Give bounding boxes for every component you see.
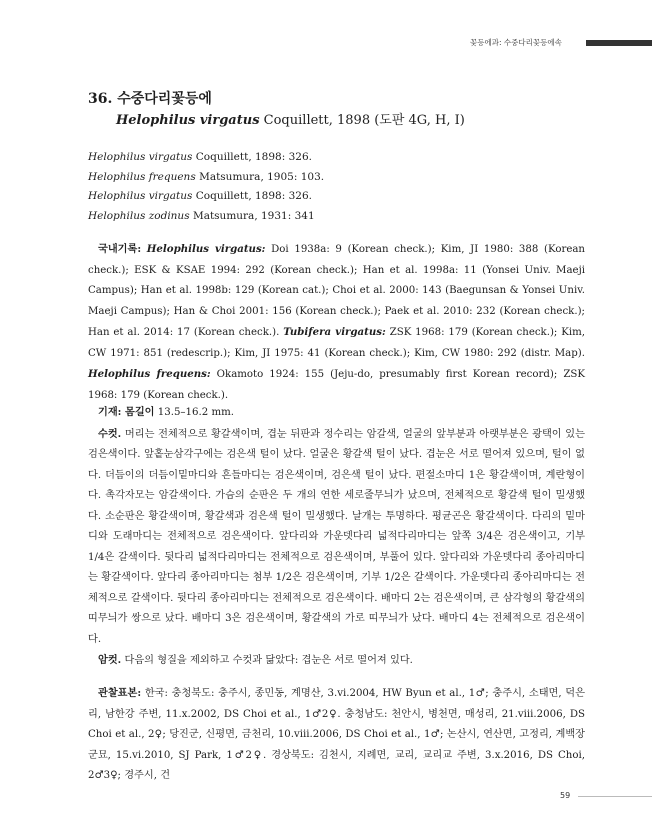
synonym-name: Helophilus zodinus [88, 209, 190, 222]
synonym-name: Helophilus frequens [88, 170, 196, 183]
male-description [88, 424, 585, 651]
footer-rule [578, 796, 652, 797]
size-line [88, 402, 585, 424]
species-scientific-name [116, 112, 588, 129]
species-title [88, 90, 588, 129]
header-bar [586, 40, 652, 46]
records-text-2: ZSK 1968: 179 (Korean check.); Kim, CW 1971: 851 (redescrip.); Kim, JI 1975: 41 (Korean check.); Kim, CW 1980: 292 (distr. Map). [88, 327, 586, 359]
records-taxon-3: Helophilus frequens: [88, 368, 211, 380]
records-text-1: Doi 1938a: 9 (Korean check.); Kim, JI 1980: 388 (Korean check.); ESK & KSAE 1994: 292 (Korean check.); Han et al. 1998a: 11 (Yonsei Univ. Maeji Campus); Han et al. 1998b: 129 (Korean cat.); Choi et al. 2000: 143 (Baegunsan & Yonsei Univ. Maeji Campus); Han & Choi 2001: 156 (Korean check.); Paek et al. 2010: 232 (Korean check.); Han et al. 2014: 17 (Korean check.). [88, 244, 585, 338]
female-label: 암컷. [98, 654, 122, 666]
synonym-name: Helophilus virgatus [88, 151, 193, 163]
size-value: 13.5–16.2 mm. [154, 407, 235, 418]
records-text-3: Okamoto 1924: 155 (Jeju-do, presumably first Korean record); ZSK 1968: 179 (Korean check.). [88, 369, 585, 401]
specimens-examined [88, 683, 585, 787]
running-title: 꽃등에과: 수중다리꽃등에속 [470, 38, 562, 47]
synonym-author: Matsumura, 1931: 341 [192, 209, 315, 222]
description [88, 402, 585, 672]
synonym-item [88, 207, 588, 227]
korean-records [88, 239, 585, 406]
male-text: 머리는 전체적으로 황갈색이며, 겹눈 뒤판과 정수리는 암갈색, 얼굴의 앞부분과 아랫부분은 광택이 있는 검은색이다. 앞홑눈삼각구에는 검은색 털이 났다. 얼굴은 황갈색 털이 났다. 겹눈은 서로 떨어져 있으며, 털이 없다. 더듬이의 더듬이밑마디와 흔들마디는 검은색이며, 검은색 털이 났다. 편절소마디 1은 황갈색이며, 계란형이다. 촉각자모는 암갈색이다. 가슴의 순판은 두 개의 연한 세로줄무늬가 났으며, 전체적으로 황갈색 털이 밀생했다. 소순판은 황갈색이며, 황갈색과 검은색 털이 밀생했다. 날개는 투명하다. 평균곤은 황갈색이다. 다리의 밑마디와 도래마디는 전체적으로 검은색이다. 앞다리와 가운뎃다리 넓적다리마디는 앞쪽 3/4은 검은색이고, 기부 1/4은 갈색이다. 뒷다리 넓적다리마디는 전체적으로 검은색이며, 부풀어 있다. 앞다리와 가운뎃다리 종아리마디는 황갈색이다. 앞다리 종아리마디는 첨부 1/2은 검은색이며, 기부 1/2은 갈색이다. 가운뎃다리 종아리마디는 전체적으로 갈색이다. 뒷다리 종아리마디는 전체적으로 검은색이다. 배마디 2는 검은색이며, 큰 삼각형의 황갈색의 띠무늬가 쌍으로 났다. 배마디 3은 검은색이며, 황갈색의 가로 띠무늬가 났다. 배마디 4는 전체적으로 검은색이다. [88, 428, 585, 645]
records-taxon-2: Tubifera virgatus: [283, 326, 386, 338]
synonym-item [88, 168, 588, 188]
running-header [470, 38, 652, 48]
synonym-list [88, 148, 588, 226]
synonym-author: Matsumura, 1905: 103. [199, 170, 325, 183]
synonym-name: Helophilus virgatus [88, 190, 193, 202]
synonym-item [88, 148, 588, 168]
synonym-author: Coquillett, 1898: 326. [195, 151, 312, 163]
sci-name: Helophilus virgatus [116, 113, 260, 128]
size-label: 기재: 몸길이 [98, 406, 155, 418]
synonym-item [88, 187, 588, 207]
sci-author: Coquillett, 1898 (도판 4G, H, I) [263, 113, 465, 128]
species-korean-name: 36. 수중다리꽃등에 [88, 91, 212, 107]
female-text: 다음의 형질을 제외하고 수컷과 닮았다: 겹눈은 서로 떨어져 있다. [121, 655, 413, 666]
specimens-text: 한국: 충청북도: 충주시, 종민동, 계명산, 3.vi.2004, HW Byun et al., 1♂; 충주시, 소태면, 덕은리, 남한강 주변, 11.x.2002, DS Choi et al., 1♂2♀. 충청남도: 천안시, 병천면, 매성리, 21.viii.2006, DS Choi et al., 2♀; 당진군, 신평면, 금천리, 10.viii.2006, DS Choi et al., 1♂; 논산시, 연산면, 고정리, 계백장군묘, 15.vi.2010, SJ Park, 1♂2♀. 경상북도: 김천시, 지례면, 교리, 교리교 주변, 3.x.2016, DS Choi, 2♂3♀; 경주시, 건 [88, 688, 585, 781]
records-label: 국내기록: [98, 243, 142, 255]
records-taxon-1: Helophilus virgatus: [146, 243, 266, 255]
synonym-author: Coquillett, 1898: 326. [195, 190, 312, 202]
specimens-label: 관찰표본: [98, 687, 142, 699]
page-number: 59 [560, 791, 571, 800]
male-label: 수컷. [98, 427, 122, 440]
female-description [88, 650, 585, 672]
